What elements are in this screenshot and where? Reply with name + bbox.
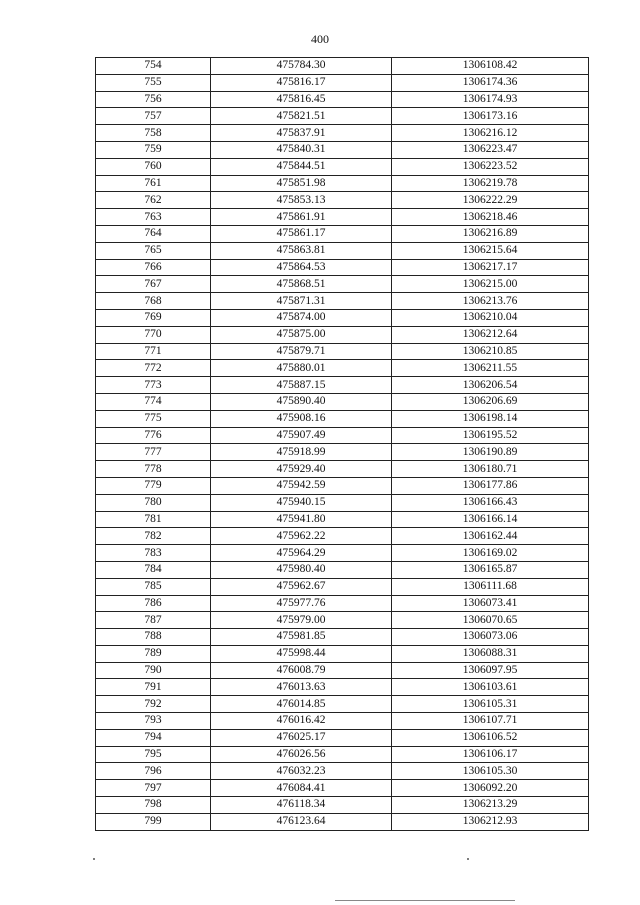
y-coordinate-cell: 1306097.95 — [392, 662, 589, 679]
table-row — [96, 393, 589, 410]
point-number-cell: 794 — [96, 729, 211, 746]
x-coordinate-cell: 475853.13 — [211, 192, 392, 209]
table-row — [96, 545, 589, 562]
x-coordinate-cell: 475980.40 — [211, 561, 392, 578]
table-row — [96, 309, 589, 326]
point-number-cell: 773 — [96, 377, 211, 394]
point-number-cell: 767 — [96, 276, 211, 293]
point-number-cell: 764 — [96, 225, 211, 242]
point-number-cell: 775 — [96, 410, 211, 427]
table-row — [96, 410, 589, 427]
point-number-cell: 788 — [96, 629, 211, 646]
y-coordinate-cell: 1306162.44 — [392, 528, 589, 545]
x-coordinate-cell: 476118.34 — [211, 797, 392, 814]
y-coordinate-cell: 1306092.20 — [392, 780, 589, 797]
y-coordinate-cell: 1306212.93 — [392, 813, 589, 830]
x-coordinate-cell: 475998.44 — [211, 645, 392, 662]
x-coordinate-cell: 476025.17 — [211, 729, 392, 746]
y-coordinate-cell: 1306106.17 — [392, 746, 589, 763]
y-coordinate-cell: 1306107.71 — [392, 713, 589, 730]
table-row — [96, 494, 589, 511]
x-coordinate-cell: 476026.56 — [211, 746, 392, 763]
x-coordinate-cell: 475821.51 — [211, 108, 392, 125]
y-coordinate-cell: 1306195.52 — [392, 427, 589, 444]
y-coordinate-cell: 1306165.87 — [392, 561, 589, 578]
table-row — [96, 629, 589, 646]
coordinate-table — [95, 57, 589, 831]
table-row — [96, 58, 589, 75]
x-coordinate-cell: 476084.41 — [211, 780, 392, 797]
point-number-cell: 758 — [96, 125, 211, 142]
table-row — [96, 360, 589, 377]
point-number-cell: 763 — [96, 209, 211, 226]
point-number-cell: 760 — [96, 158, 211, 175]
point-number-cell: 768 — [96, 293, 211, 310]
y-coordinate-cell: 1306073.06 — [392, 629, 589, 646]
point-number-cell: 777 — [96, 444, 211, 461]
point-number-cell: 766 — [96, 259, 211, 276]
x-coordinate-cell: 475816.45 — [211, 91, 392, 108]
table-row — [96, 797, 589, 814]
x-coordinate-cell: 475874.00 — [211, 309, 392, 326]
point-number-cell: 789 — [96, 645, 211, 662]
table-row — [96, 477, 589, 494]
y-coordinate-cell: 1306223.52 — [392, 158, 589, 175]
table-row — [96, 713, 589, 730]
x-coordinate-cell: 475871.31 — [211, 293, 392, 310]
table-row — [96, 578, 589, 595]
y-coordinate-cell: 1306106.52 — [392, 729, 589, 746]
point-number-cell: 780 — [96, 494, 211, 511]
y-coordinate-cell: 1306213.29 — [392, 797, 589, 814]
page-number: 400 — [311, 32, 329, 46]
table-row — [96, 813, 589, 830]
x-coordinate-cell: 475941.80 — [211, 511, 392, 528]
x-coordinate-cell: 476123.64 — [211, 813, 392, 830]
table-row — [96, 141, 589, 158]
point-number-cell: 779 — [96, 477, 211, 494]
y-coordinate-cell: 1306222.29 — [392, 192, 589, 209]
table-row — [96, 108, 589, 125]
x-coordinate-cell: 475908.16 — [211, 410, 392, 427]
point-number-cell: 792 — [96, 696, 211, 713]
point-number-cell: 770 — [96, 326, 211, 343]
point-number-cell: 781 — [96, 511, 211, 528]
x-coordinate-cell: 476013.63 — [211, 679, 392, 696]
table-row — [96, 74, 589, 91]
x-coordinate-cell: 475890.40 — [211, 393, 392, 410]
x-coordinate-cell: 475907.49 — [211, 427, 392, 444]
x-coordinate-cell: 475861.91 — [211, 209, 392, 226]
y-coordinate-cell: 1306218.46 — [392, 209, 589, 226]
coordinate-table-body — [96, 58, 589, 831]
y-coordinate-cell: 1306111.68 — [392, 578, 589, 595]
y-coordinate-cell: 1306073.41 — [392, 595, 589, 612]
y-coordinate-cell: 1306198.14 — [392, 410, 589, 427]
point-number-cell: 759 — [96, 141, 211, 158]
y-coordinate-cell: 1306174.36 — [392, 74, 589, 91]
y-coordinate-cell: 1306173.16 — [392, 108, 589, 125]
table-row — [96, 276, 589, 293]
point-number-cell: 793 — [96, 713, 211, 730]
point-number-cell: 771 — [96, 343, 211, 360]
y-coordinate-cell: 1306103.61 — [392, 679, 589, 696]
table-row — [96, 763, 589, 780]
point-number-cell: 755 — [96, 74, 211, 91]
y-coordinate-cell: 1306206.54 — [392, 377, 589, 394]
table-row — [96, 696, 589, 713]
point-number-cell: 790 — [96, 662, 211, 679]
table-row — [96, 461, 589, 478]
point-number-cell: 797 — [96, 780, 211, 797]
x-coordinate-cell: 475929.40 — [211, 461, 392, 478]
point-number-cell: 795 — [96, 746, 211, 763]
x-coordinate-cell: 476014.85 — [211, 696, 392, 713]
y-coordinate-cell: 1306174.93 — [392, 91, 589, 108]
x-coordinate-cell: 475887.15 — [211, 377, 392, 394]
point-number-cell: 783 — [96, 545, 211, 562]
x-coordinate-cell: 475784.30 — [211, 58, 392, 75]
x-coordinate-cell: 475962.67 — [211, 578, 392, 595]
x-coordinate-cell: 475861.17 — [211, 225, 392, 242]
table-row — [96, 427, 589, 444]
scan-speck — [93, 858, 95, 860]
y-coordinate-cell: 1306169.02 — [392, 545, 589, 562]
y-coordinate-cell: 1306216.89 — [392, 225, 589, 242]
table-row — [96, 645, 589, 662]
table-row — [96, 209, 589, 226]
y-coordinate-cell: 1306212.64 — [392, 326, 589, 343]
point-number-cell: 776 — [96, 427, 211, 444]
point-number-cell: 762 — [96, 192, 211, 209]
table-row — [96, 511, 589, 528]
point-number-cell: 784 — [96, 561, 211, 578]
table-row — [96, 528, 589, 545]
x-coordinate-cell: 475981.85 — [211, 629, 392, 646]
x-coordinate-cell: 476008.79 — [211, 662, 392, 679]
y-coordinate-cell: 1306180.71 — [392, 461, 589, 478]
x-coordinate-cell: 475875.00 — [211, 326, 392, 343]
point-number-cell: 765 — [96, 242, 211, 259]
y-coordinate-cell: 1306166.43 — [392, 494, 589, 511]
table-row — [96, 343, 589, 360]
y-coordinate-cell: 1306219.78 — [392, 175, 589, 192]
point-number-cell: 778 — [96, 461, 211, 478]
point-number-cell: 799 — [96, 813, 211, 830]
x-coordinate-cell: 475851.98 — [211, 175, 392, 192]
point-number-cell: 769 — [96, 309, 211, 326]
point-number-cell: 785 — [96, 578, 211, 595]
point-number-cell: 791 — [96, 679, 211, 696]
x-coordinate-cell: 475840.31 — [211, 141, 392, 158]
y-coordinate-cell: 1306105.30 — [392, 763, 589, 780]
y-coordinate-cell: 1306217.17 — [392, 259, 589, 276]
table-row — [96, 175, 589, 192]
x-coordinate-cell: 476032.23 — [211, 763, 392, 780]
y-coordinate-cell: 1306223.47 — [392, 141, 589, 158]
point-number-cell: 756 — [96, 91, 211, 108]
y-coordinate-cell: 1306070.65 — [392, 612, 589, 629]
y-coordinate-cell: 1306210.85 — [392, 343, 589, 360]
y-coordinate-cell: 1306213.76 — [392, 293, 589, 310]
y-coordinate-cell: 1306215.64 — [392, 242, 589, 259]
table-row — [96, 780, 589, 797]
table-row — [96, 125, 589, 142]
y-coordinate-cell: 1306105.31 — [392, 696, 589, 713]
point-number-cell: 772 — [96, 360, 211, 377]
y-coordinate-cell: 1306216.12 — [392, 125, 589, 142]
point-number-cell: 782 — [96, 528, 211, 545]
point-number-cell: 798 — [96, 797, 211, 814]
point-number-cell: 757 — [96, 108, 211, 125]
x-coordinate-cell: 475816.17 — [211, 74, 392, 91]
table-row — [96, 444, 589, 461]
y-coordinate-cell: 1306108.42 — [392, 58, 589, 75]
y-coordinate-cell: 1306211.55 — [392, 360, 589, 377]
x-coordinate-cell: 475962.22 — [211, 528, 392, 545]
y-coordinate-cell: 1306206.69 — [392, 393, 589, 410]
table-row — [96, 225, 589, 242]
table-row — [96, 158, 589, 175]
x-coordinate-cell: 475918.99 — [211, 444, 392, 461]
y-coordinate-cell: 1306210.04 — [392, 309, 589, 326]
y-coordinate-cell: 1306215.00 — [392, 276, 589, 293]
x-coordinate-cell: 475868.51 — [211, 276, 392, 293]
table-row — [96, 192, 589, 209]
x-coordinate-cell: 475880.01 — [211, 360, 392, 377]
x-coordinate-cell: 475977.76 — [211, 595, 392, 612]
table-row — [96, 561, 589, 578]
point-number-cell: 796 — [96, 763, 211, 780]
table-row — [96, 679, 589, 696]
table-row — [96, 662, 589, 679]
x-coordinate-cell: 475864.53 — [211, 259, 392, 276]
x-coordinate-cell: 475964.29 — [211, 545, 392, 562]
x-coordinate-cell: 475879.71 — [211, 343, 392, 360]
table-row — [96, 293, 589, 310]
x-coordinate-cell: 475844.51 — [211, 158, 392, 175]
table-row — [96, 242, 589, 259]
scan-speck — [467, 858, 469, 860]
x-coordinate-cell: 475940.15 — [211, 494, 392, 511]
table-row — [96, 729, 589, 746]
point-number-cell: 787 — [96, 612, 211, 629]
x-coordinate-cell: 475942.59 — [211, 477, 392, 494]
x-coordinate-cell: 475979.00 — [211, 612, 392, 629]
y-coordinate-cell: 1306190.89 — [392, 444, 589, 461]
x-coordinate-cell: 475837.91 — [211, 125, 392, 142]
point-number-cell: 754 — [96, 58, 211, 75]
bottom-edge-rule — [335, 900, 515, 901]
table-row — [96, 91, 589, 108]
y-coordinate-cell: 1306166.14 — [392, 511, 589, 528]
table-row — [96, 377, 589, 394]
table-row — [96, 612, 589, 629]
table-row — [96, 326, 589, 343]
y-coordinate-cell: 1306177.86 — [392, 477, 589, 494]
point-number-cell: 774 — [96, 393, 211, 410]
y-coordinate-cell: 1306088.31 — [392, 645, 589, 662]
table-row — [96, 595, 589, 612]
point-number-cell: 786 — [96, 595, 211, 612]
table-row — [96, 259, 589, 276]
x-coordinate-cell: 476016.42 — [211, 713, 392, 730]
x-coordinate-cell: 475863.81 — [211, 242, 392, 259]
table-row — [96, 746, 589, 763]
point-number-cell: 761 — [96, 175, 211, 192]
